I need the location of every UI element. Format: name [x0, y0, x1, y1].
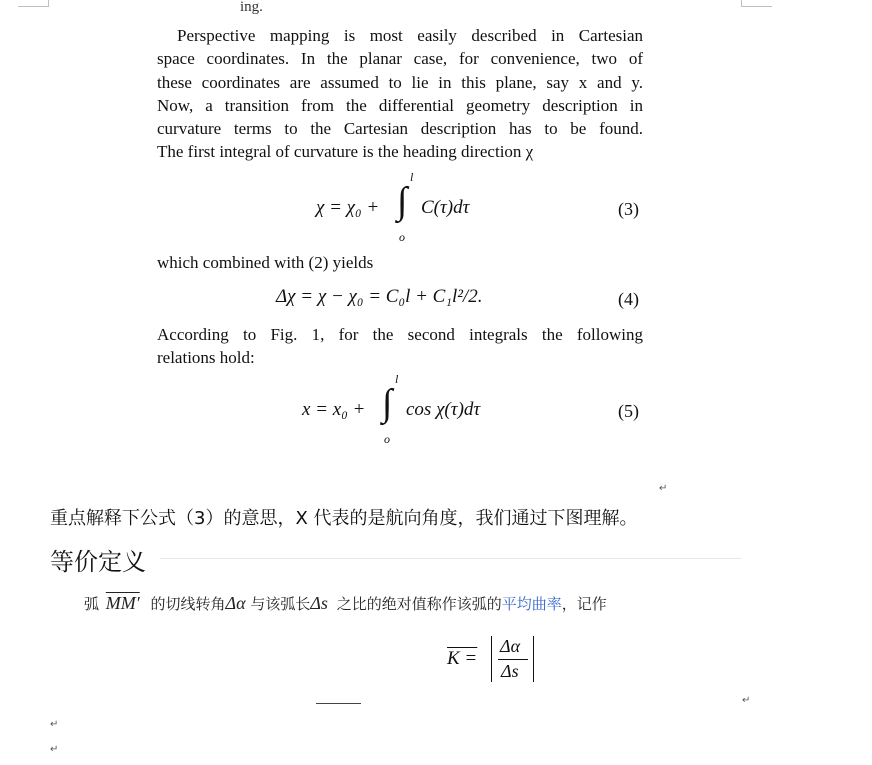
text-mid2: 与该弧长 [250, 595, 311, 613]
paragraph-mark: ↵ [659, 483, 668, 494]
paragraph-perspective [157, 24, 643, 164]
eq3-number: (3) [618, 199, 639, 219]
text-line: Perspective mapping is most easily described in Cartesian [177, 26, 643, 45]
paragraph-according [157, 323, 643, 370]
cut-off-text: ing. [240, 0, 263, 15]
fraction-bar [498, 659, 528, 660]
paragraph-mark: ↵ [742, 695, 751, 706]
eq5-lhs: x = x₀ + [302, 399, 366, 420]
text-line: Now, a transition from the differential geometry description in [157, 95, 643, 115]
text-mid1: 的切线转角 [150, 595, 226, 613]
text-line: According to Fig. 1, for the second integrals the following [157, 325, 643, 344]
delta-alpha: Δα [225, 593, 246, 613]
definition-text [84, 593, 607, 614]
eq3-lower-limit: o [399, 230, 405, 244]
eq5-upper-limit: l [395, 372, 399, 386]
text-line: relations hold: [157, 348, 255, 368]
paragraph-mark: ↵ [50, 744, 59, 755]
formula-k-lhs: K = [447, 648, 478, 669]
text-line: these coordinates are assumed to lie in this plane, say x and y. [157, 72, 643, 92]
abs-bar-left [491, 636, 492, 682]
text-line: space coordinates. In the planar case, for convenience, two of [157, 49, 643, 69]
text-suffix: ，记作 [561, 595, 607, 613]
average-curvature-link[interactable]: 平均曲率 [501, 595, 562, 613]
short-divider [316, 703, 361, 704]
eq3-upper-limit: l [410, 170, 414, 184]
text-line: which combined with (2) yields [157, 253, 374, 272]
integral-sign: ∫ [397, 180, 408, 222]
arc-mm: MM′ [105, 593, 140, 613]
integral-sign: ∫ [382, 382, 393, 424]
delta-s: Δs [310, 593, 328, 613]
eq5-integrand: cos χ(τ)dτ [406, 399, 481, 420]
eq5-lower-limit: o [384, 432, 390, 446]
eq3-integrand: C(τ)dτ [421, 197, 470, 218]
abs-bar-right [533, 636, 534, 682]
text-line: The first integral of curvature is the heading direction χ [157, 142, 534, 162]
eq4-expression: Δχ = χ − χ₀ = C₀l + C₁l²/2. [276, 286, 483, 307]
chinese-explanation: 重点解释下公式（3）的意思，X 代表的是航向角度，我们通过下图理解。 [50, 508, 638, 529]
formula-k-denominator: Δs [501, 661, 519, 681]
heading-divider [160, 558, 741, 559]
eq5-number: (5) [618, 401, 639, 421]
text-mid3: 之比的绝对值称作该弧的 [336, 595, 502, 613]
page-corner-mark-right [741, 0, 772, 7]
section-title: 等价定义 [50, 548, 146, 576]
page-corner-mark-left [18, 0, 49, 7]
formula-k-numerator: Δα [500, 636, 521, 656]
text-prefix: 弧 [84, 595, 100, 613]
text-combined [157, 251, 643, 274]
eq4-number: (4) [618, 289, 639, 309]
paragraph-mark: ↵ [50, 719, 59, 730]
eq3-lhs: χ = χ₀ + [316, 197, 380, 218]
text-line: curvature terms to the Cartesian description has to be found. [157, 119, 643, 139]
